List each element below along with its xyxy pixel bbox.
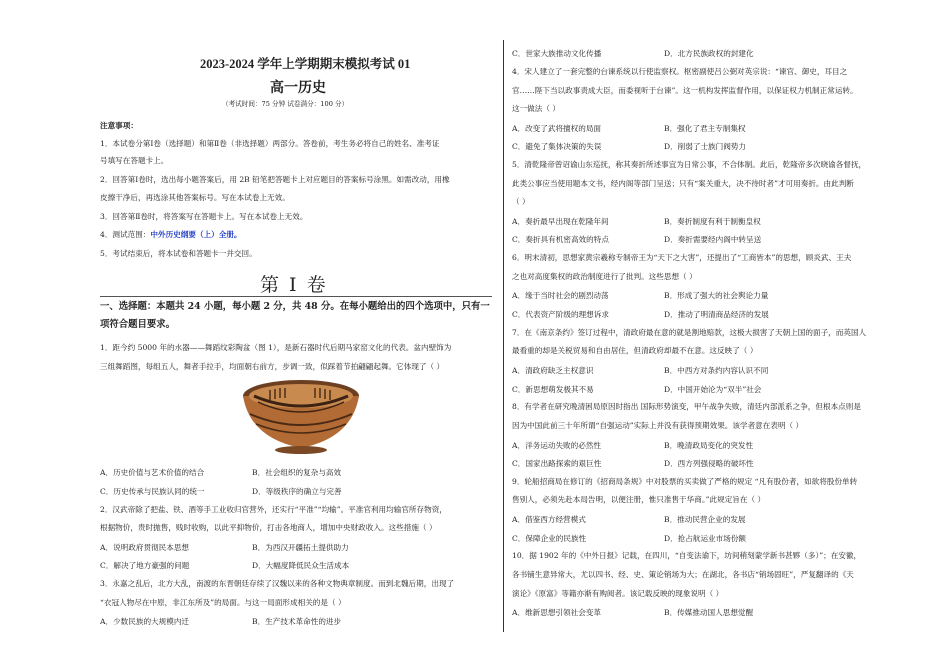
- question-3-text: 3．永嘉之乱后，北方大乱，南渡的东晋朝廷存续了汉魏以来的各种文物典章制度。而到北魏后期，出现了: [100, 579, 455, 588]
- note-line: 号填写在答题卡上。: [100, 156, 169, 165]
- option-d: D．削弱了士族门阀势力: [664, 142, 747, 151]
- option-a: A．清政府缺乏主权意识: [512, 366, 594, 375]
- note-line: 3．回答第Ⅱ卷时，将答案写在答题卡上。写在本试卷上无效。: [100, 212, 308, 221]
- option-a: A．借鉴西方经营模式: [512, 515, 586, 524]
- question-6-text: 之也对高度集权的政治制度进行了批判。这些思想（ ）: [512, 272, 697, 281]
- question-7-text: 最看重的却是关税贸易和自由居住，但清政府却最不在意。这反映了（ ）: [512, 346, 758, 355]
- question-8-text: 8．有学者在研究晚清困局原因时指出 国际形势演变，甲午战争失败，清廷内部派系之争，但根本点则是: [512, 402, 861, 411]
- option-b: B．社会组织的复杂与高效: [252, 468, 342, 477]
- option-d: D．奏折需要经内阁中转呈送: [664, 235, 762, 244]
- option-d: D．抢占航运业市场份额: [664, 534, 747, 543]
- question-4-text: 4．宋人建立了一套完整的台谏系统以行使监察权。枢密副使吕公弼对英宗说：“谏官、御史，耳目之: [512, 67, 848, 76]
- option-c: C．奏折具有机密高效的特点: [512, 235, 609, 244]
- option-b: B．奏折制度有利于制衡皇权: [664, 217, 761, 226]
- option-c: C．解决了地方豪强的问题: [100, 561, 190, 570]
- question-4-text: 这一做法（ ）: [512, 104, 560, 113]
- question-4-text: 官……陛下当以政事责成大臣，而委视听于台谏”。这一机构发挥监督作用，以保证权力机制正常运转。: [512, 86, 858, 95]
- question-2-text: 2．汉武帝除了把盐、铁、酒等手工业收归官营外，还实行“平准”“均输”。平准官利用均输官所存物资，: [100, 505, 447, 514]
- option-d: D．推动了明清商品经济的发展: [664, 310, 769, 319]
- option-c: C．保障企业的民族性: [512, 534, 587, 543]
- option-a: A．维新思想引领社会变革: [512, 608, 602, 617]
- question-9-text: 9．轮船招商局在修订的《招商局条规》中对股票的买卖做了严格的规定 “凡有股份者，如欲将股份单转: [512, 477, 858, 486]
- option-c: C．新思想萌发极其不易: [512, 385, 594, 394]
- option-d: D．大幅度降低民众生活成本: [252, 561, 350, 570]
- question-8-text: 因为中国此前三十年所谓“自强运动”实际上并没有获得预期效果。该学者意在表明（ ）: [512, 421, 804, 430]
- note-scope-label: 4．测试范围：: [100, 230, 151, 239]
- option-a: A．少数民族的大规模内迁: [100, 617, 190, 626]
- note-line: 5．考试结束后，将本试卷和答题卡一并交回。: [100, 249, 257, 258]
- volume-title: 第 I 卷: [260, 274, 328, 296]
- exam-info: （考试时间：75 分钟 试卷满分：100 分）: [222, 100, 349, 108]
- option-b: B．生产技术革命性的进步: [252, 617, 342, 626]
- option-d: D．中国开始沦为“双半”社会: [664, 385, 762, 394]
- option-a: A．缘于当时社会的剧烈动荡: [512, 291, 609, 300]
- note-line: [100, 230, 242, 240]
- note-line: 1．本试卷分第Ⅰ卷（选择题）和第Ⅱ卷（非选择题）两部分。答卷前，考生务必将自己的姓名、准考证: [100, 139, 440, 148]
- option-b: B．晚清政局变化的突发性: [664, 441, 754, 450]
- question-7-text: 7．在《南京条约》签订过程中，清政府最在意的就是割地赔款，这极大损害了天朝上国的面子，而英国人: [512, 328, 867, 337]
- option-c: C．世家大族推动文化传播: [512, 49, 602, 58]
- option-d: D．西方列强侵略的破坏性: [664, 459, 754, 468]
- option-c: C．历史传承与民族认同的统一: [100, 487, 205, 496]
- question-5-text: （ ）: [512, 197, 530, 206]
- subject-title: 高一历史: [270, 80, 326, 96]
- question-5-text: 此类公事应当使用题本文书，经内阁等部门呈送；只有“案关重大，决不待时者”才可用奏折。由此判断: [512, 179, 854, 188]
- option-a: A．奏折最早出现在乾隆年间: [512, 217, 609, 226]
- exam-title: 2023-2024 学年上学期期末模拟考试 01: [200, 57, 411, 71]
- question-1-text: 三组舞蹈图，每组五人，舞者手拉手，均面朝右前方，步调一致，似踩着节拍翩翩起舞。它体现了（ ）: [100, 362, 445, 371]
- question-2-text: 根据物价，贵时抛售，贱时收购，以此平抑物价，打击各地商人，增加中央财政收入。这些措施（ ）: [100, 523, 437, 532]
- option-b: B．中西方对条约内容认识不同: [664, 366, 769, 375]
- notes-heading: 注意事项：: [100, 121, 138, 130]
- question-10-text: 演论》《原富》等籍亦渐有购阅者。该记载反映的现象说明（ ）: [512, 589, 724, 598]
- option-a: A．洋务运动失败的必然性: [512, 441, 602, 450]
- note-scope-value: 中外历史纲要（上）全册。: [150, 230, 242, 239]
- option-b: B．强化了君主专制集权: [664, 124, 746, 133]
- option-c: C．避免了集体决策的失误: [512, 142, 602, 151]
- question-10-text: 10．据 1902 年的《中外日报》记载，在四川，“自变法谕下，坊间稍刻蒙学新书甚夥（多）”；在安徽，: [512, 551, 862, 560]
- question-5-text: 5．清乾隆帝曾诏谕山东巡抚，称其奏折所述事宜为日常公事，不合体制。此后，乾隆帝多次晓谕各督抚，: [512, 160, 867, 169]
- question-1-text: 1．距今约 5000 年的水器——舞蹈纹彩陶盆（图 1），是新石器时代后期马家窑文化的代表。盆内壁饰为: [100, 343, 452, 352]
- painted-pottery-bowl-image: [240, 376, 362, 456]
- note-line: 皮擦干净后，再选涂其他答案标号。写在本试卷上无效。: [100, 193, 290, 202]
- option-d: D．北方民族政权的封建化: [664, 49, 754, 58]
- column-divider: [503, 40, 504, 632]
- section-heading: 项符合题目要求。: [100, 319, 176, 330]
- question-9-text: 售别人，必须先赴本局告明，以便注册，惟只准售于华商。”此规定旨在（ ）: [512, 495, 766, 504]
- option-c: C．代表资产阶级的理想诉求: [512, 310, 609, 319]
- option-b: B．为西汉开疆拓土提供助力: [252, 543, 349, 552]
- section-divider: [100, 296, 492, 297]
- question-3-text: “衣冠人物尽在中原，非江东所及”的局面。与这一局面形成相关的是（ ）: [100, 598, 346, 607]
- section-heading: 一、选择题：本题共 24 小题，每小题 2 分，共 48 分。在每小题给出的四个选项中，只有一: [100, 301, 490, 312]
- option-a: A．改变了武将擅权的局面: [512, 124, 602, 133]
- option-b: B．推动民营企业的发展: [664, 515, 746, 524]
- option-a: A．说明政府贯彻民本思想: [100, 543, 190, 552]
- question-6-text: 6．明末清初，思想家黄宗羲称专制帝王为“天下之大害”，还提出了“工商皆本”的思想，顾炎武、王夫: [512, 253, 852, 262]
- option-b: B．形成了强大的社会舆论力量: [664, 291, 769, 300]
- note-line: 2．回答第Ⅰ卷时，选出每小题答案后，用 2B 铅笔把答题卡上对应题目的答案标号涂黑。如需改动，用橡: [100, 175, 450, 184]
- question-10-text: 各书铺生意异常大，尤以四书、经、史、策论销场为大；在湖北，各书店“销场固旺”，严复翻译的《天: [512, 570, 854, 579]
- option-b: B．传媒推动国人思想觉醒: [664, 608, 754, 617]
- option-a: A．历史价值与艺术价值的结合: [100, 468, 205, 477]
- option-c: C．国家出路探索的艰巨性: [512, 459, 602, 468]
- option-d: D．等级秩序的确立与完善: [252, 487, 342, 496]
